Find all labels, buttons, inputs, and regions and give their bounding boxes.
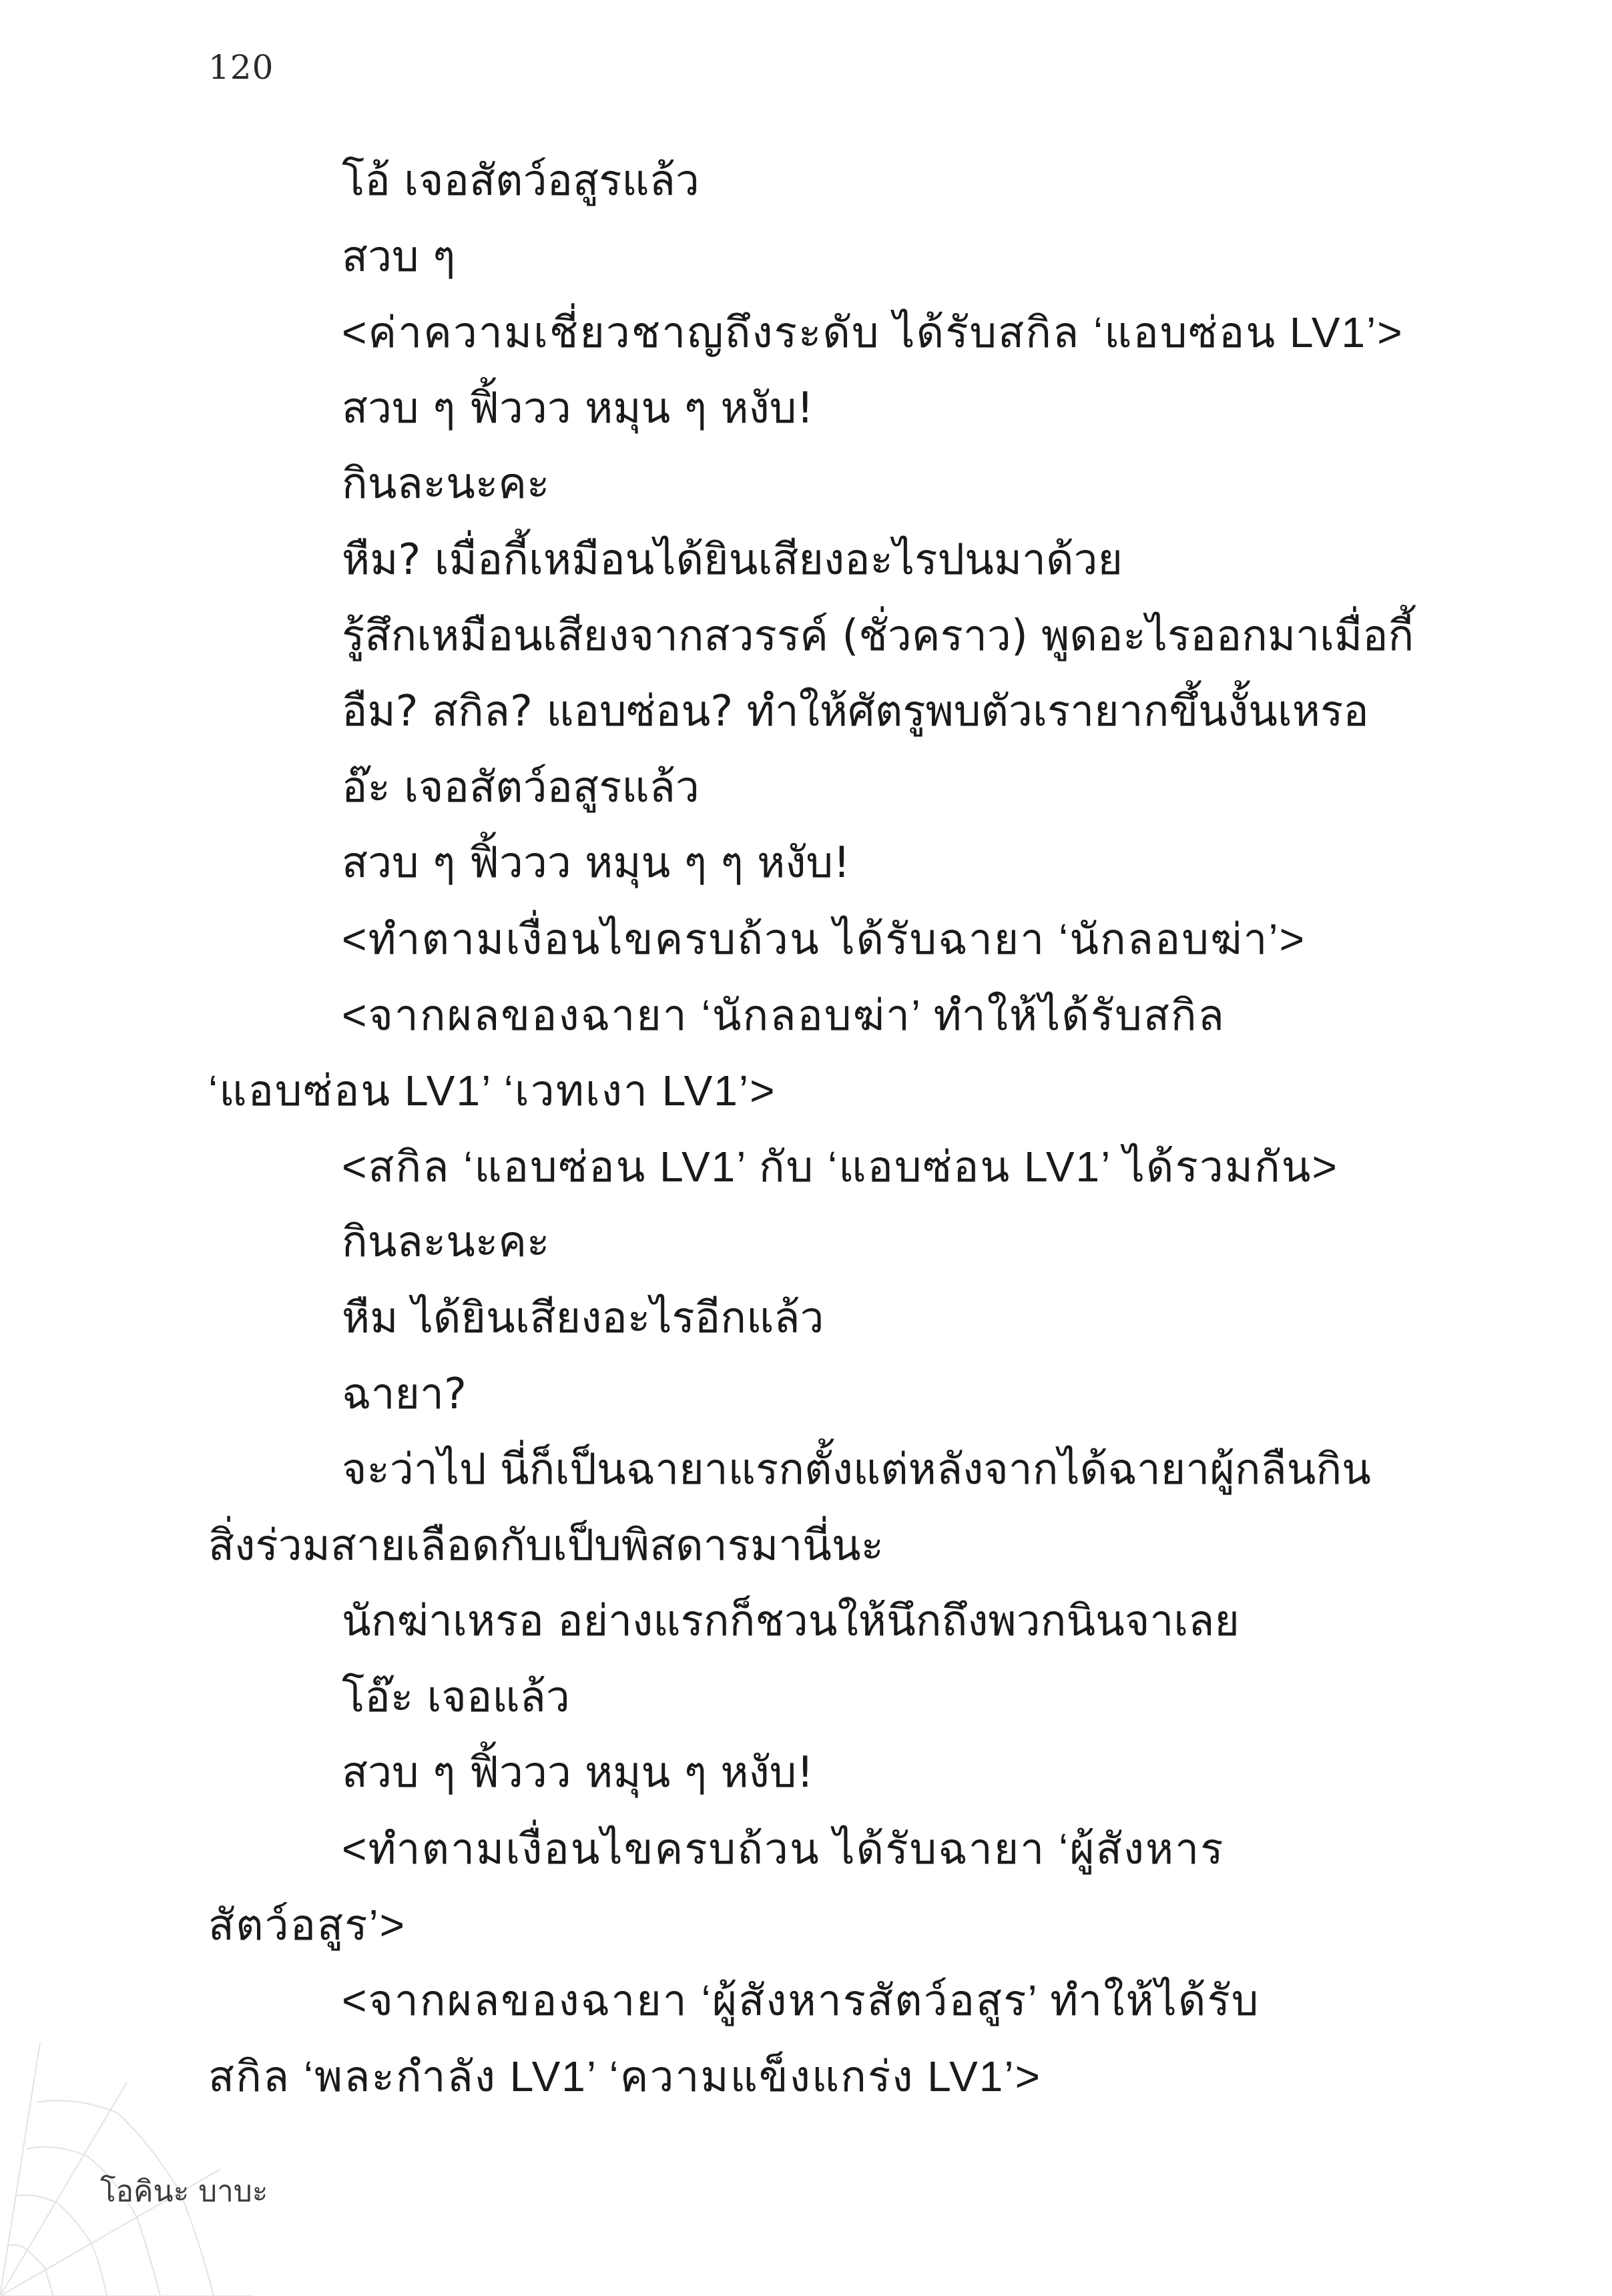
text-line: หืม? เมื่อกี้เหมือนได้ยินเสียงอะไรปนมาด้วย	[342, 535, 1123, 585]
system-message-line: ‘แอบซ่อน LV1’ ‘เวทเงา LV1’>	[208, 1067, 776, 1115]
text-line: รู้สึกเหมือนเสียงจากสวรรค์ (ชั่วคราว) พูดอะไรออกมาเมื่อกี้	[342, 611, 1414, 661]
text-line: ฉายา?	[342, 1369, 467, 1419]
system-message-line: สัตว์อสูร’>	[208, 1900, 407, 1949]
text-line: สวบ ๆ	[342, 232, 456, 282]
system-message-line: <สกิล ‘แอบซ่อน LV1’ กับ ‘แอบซ่อน LV1’ ได้รวมกัน>	[342, 1142, 1338, 1191]
footer-author: โอคินะ บาบะ	[100, 2175, 268, 2209]
text-line: กินละนะคะ	[342, 1217, 550, 1267]
system-message-line: <จากผลของฉายา ‘ผู้สังหารสัตว์อสูร’ ทำให้ได้รับ	[342, 1976, 1260, 2025]
text-line: สวบ ๆ ฟิ้ววว หมุน ๆ หงับ!	[342, 383, 814, 433]
text-line: สวบ ๆ ฟิ้ววว หมุน ๆ หงับ!	[342, 1748, 814, 1798]
system-message-line: สกิล ‘พละกำลัง LV1’ ‘ความแข็งแกร่ง LV1’>	[208, 2052, 1041, 2100]
system-message-line: <จากผลของฉายา ‘นักลอบฆ่า’ ทำให้ได้รับสกิล	[342, 990, 1226, 1039]
text-line: สิ่งร่วมสายเลือดกับเป็บพิสดารมานี่นะ	[208, 1520, 884, 1570]
system-message-line: <ทำตามเงื่อนไขครบถ้วน ได้รับฉายา ‘ผู้สังหาร	[342, 1825, 1225, 1874]
text-line: โอ๊ะ เจอแล้ว	[342, 1672, 570, 1722]
body-text	[208, 144, 1414, 2114]
text-line: จะว่าไป นี่ก็เป็นฉายาแรกตั้งแต่หลังจากได้ฉายาผู้กลืนกิน	[342, 1445, 1371, 1495]
text-line: อ๊ะ เจอสัตว์อสูรแล้ว	[342, 762, 700, 812]
system-message-line: <ค่าความเชี่ยวชาญถึงระดับ ได้รับสกิล ‘แอบซ่อน LV1’>	[342, 308, 1404, 357]
page-number: 120	[208, 48, 274, 87]
text-line: โอ้ เจอสัตว์อสูรแล้ว	[342, 156, 700, 206]
system-message-line: <ทำตามเงื่อนไขครบถ้วน ได้รับฉายา ‘นักลอบฆ่า’>	[342, 914, 1306, 963]
text-line: นักฆ่าเหรอ อย่างแรกก็ชวนให้นึกถึงพวกนินจาเลย	[342, 1597, 1240, 1647]
text-line: อืม? สกิล? แอบซ่อน? ทำให้ศัตรูพบตัวเรายากขึ้นงั้นเหรอ	[342, 687, 1369, 737]
text-line: หืม ได้ยินเสียงอะไรอีกแล้ว	[342, 1293, 824, 1343]
text-line: สวบ ๆ ฟิ้ววว หมุน ๆ ๆ หงับ!	[342, 838, 850, 888]
text-line: กินละนะคะ	[342, 459, 550, 509]
